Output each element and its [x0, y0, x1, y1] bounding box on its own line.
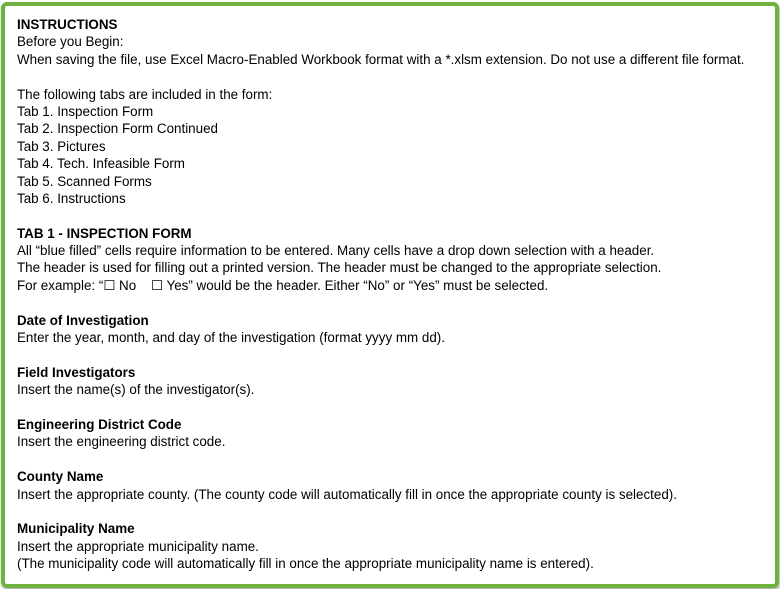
tab1-text-line: All “blue filled” cells require information to be entered. Many cells have a drop down selection with a header.	[17, 243, 655, 259]
tab-list-item: Tab 1. Inspection Form	[17, 103, 154, 119]
tab-list-item: Tab 2. Inspection Form Continued	[17, 121, 218, 137]
tab-list-item: Tab 3. Pictures	[17, 138, 106, 154]
tab1-heading: TAB 1 - INSPECTION FORM	[17, 225, 192, 241]
section-text-municipality: Insert the appropriate municipality name.	[17, 538, 259, 554]
instructions-heading: INSTRUCTIONS	[17, 17, 118, 32]
tab1-example-line: For example: “☐ No ☐ Yes” would be the header. Either “No” or “Yes” must be selected.	[17, 277, 549, 293]
tab-list-item: Tab 5. Scanned Forms	[17, 173, 152, 189]
tabs-intro: The following tabs are included in the form:	[17, 86, 273, 102]
section-title-date: Date of Investigation	[17, 312, 149, 328]
save-format-note: When saving the file, use Excel Macro-Enabled Workbook format with a *.xlsm extension. Do not use a different file format.	[17, 51, 745, 67]
section-text-investigators: Insert the name(s) of the investigator(s).	[17, 382, 255, 398]
section-title-municipality: Municipality Name	[17, 521, 135, 537]
before-begin-label: Before you Begin:	[17, 34, 124, 50]
section-title-district-code: Engineering District Code	[17, 416, 182, 432]
instructions-content	[17, 16, 769, 573]
section-text-municipality-note: (The municipality code will automatically fill in once the appropriate municipality name is entered).	[17, 556, 594, 572]
section-text-date: Enter the year, month, and day of the investigation (format yyyy mm dd).	[17, 330, 445, 346]
section-text-county: Insert the appropriate county. (The county code will automatically fill in once the appropriate county is selected).	[17, 486, 677, 502]
tab-list-item: Tab 6. Instructions	[17, 190, 126, 206]
tab1-text-line: The header is used for filling out a printed version. The header must be changed to the appropriate selection.	[17, 260, 662, 276]
section-title-county: County Name	[17, 469, 104, 485]
instructions-panel	[1, 2, 779, 588]
section-text-district-code: Insert the engineering district code.	[17, 434, 226, 450]
tab-list-item: Tab 4. Tech. Infeasible Form	[17, 156, 185, 172]
section-title-investigators: Field Investigators	[17, 364, 136, 380]
